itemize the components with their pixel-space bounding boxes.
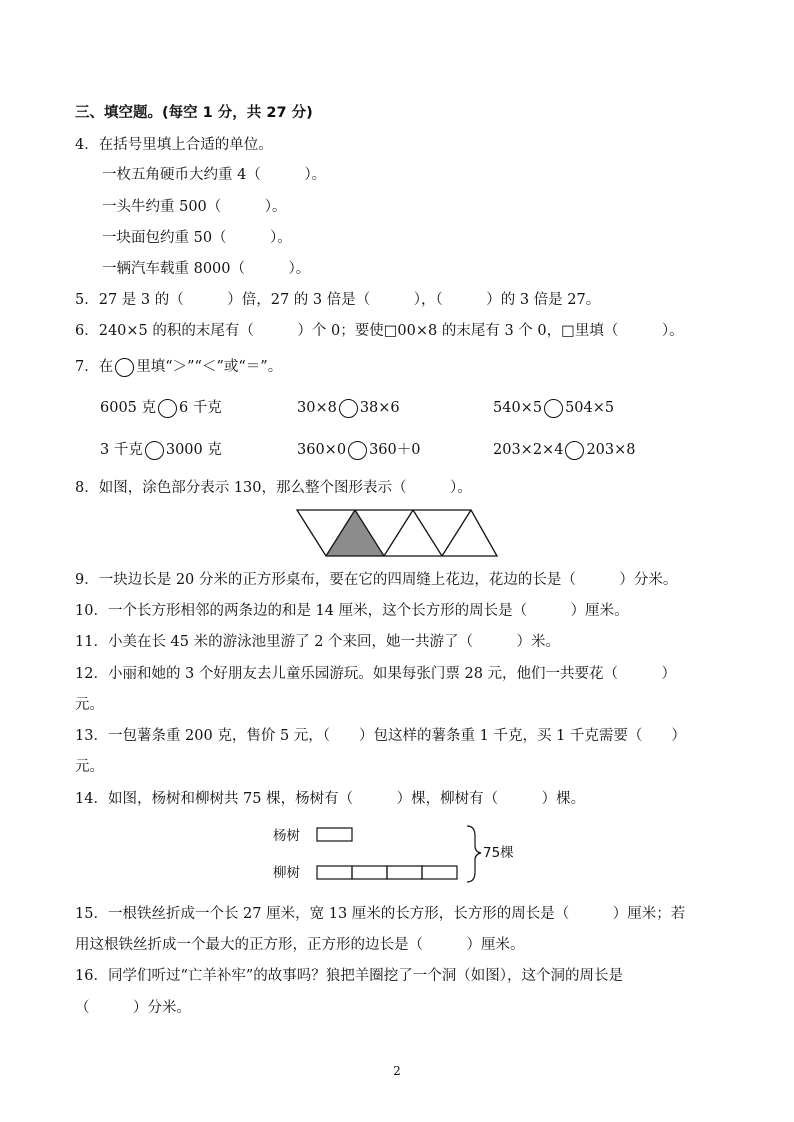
q15-line1: 15．一根铁丝折成一个长 27 厘米，宽 13 厘米的长方形，长方形的周长是（ ）厘米；若 (75, 906, 686, 922)
q7-pair-6-left: 203×2×4 (493, 442, 564, 458)
answer-circle[interactable] (145, 441, 164, 460)
q12-line1: 12．小丽和她的 3 个好朋友去儿童乐园游玩。如果每张门票 28 元，他们一共要花（ ） (75, 666, 677, 682)
q6-text: 6．240×5 的积的末尾有（ ）个 0；要使□00×8 的末尾有 3 个 0，□里填（ ）。 (75, 323, 684, 339)
q7-pair-4-right: 3000 克 (165, 442, 222, 458)
figure-edge (413, 510, 442, 556)
q7-stem (75, 356, 282, 378)
willow-bar-segment (387, 866, 422, 879)
q4-item-cow: 一头牛约重 500（ ）。 (102, 199, 287, 215)
willow-bar-segment (422, 866, 457, 879)
answer-circle[interactable] (339, 399, 358, 418)
q7-stem-pre: 7．在 (75, 359, 114, 375)
q12-line2: 元。 (75, 697, 104, 713)
figure-edge (384, 510, 413, 556)
q7-pair-1-right: 6 千克 (179, 400, 222, 416)
compare-circle-icon (115, 358, 134, 377)
poplar-bar (317, 828, 352, 841)
shaded-triangle (326, 510, 384, 556)
willow-bar-segment (317, 866, 352, 879)
figure-edge (442, 510, 471, 556)
section-title: 三、填空题。(每空 1 分，共 27 分) (75, 105, 313, 121)
q7-pair-1-left: 6005 克 (100, 400, 157, 416)
q7-pair-5-right: 360＋0 (369, 442, 421, 458)
tree-bar-diagram (315, 824, 495, 884)
answer-circle[interactable] (158, 399, 177, 418)
q16-line1: 16．同学们听过“亡羊补牢”的故事吗？狼把羊圈挖了一个洞（如图），这个洞的周长是 (75, 968, 624, 984)
q4-stem: 4．在括号里填上合适的单位。 (75, 137, 273, 153)
answer-circle[interactable] (348, 441, 367, 460)
q13-line2: 元。 (75, 759, 104, 775)
q8-text: 8．如图，涂色部分表示 130，那么整个图形表示（ ）。 (75, 480, 472, 496)
q4-item-truck: 一辆汽车载重 8000（ ）。 (102, 261, 311, 277)
total-label: 75棵 (483, 845, 514, 861)
q7-pair-3 (493, 397, 614, 419)
q7-pair-3-left: 540×5 (493, 400, 543, 416)
q16-line2: （ ）分米。 (75, 1000, 191, 1016)
q7-pair-3-right: 504×5 (565, 400, 615, 416)
q4-item-bread: 一块面包约重 50（ ）。 (102, 230, 292, 246)
willow-bar-segment (352, 866, 387, 879)
label-poplar: 杨树 (273, 828, 300, 844)
triangles-figure (296, 509, 496, 557)
q11-text: 11．小美在长 45 米的游泳池里游了 2 个来回，她一共游了（ ）米。 (75, 634, 561, 650)
q7-pair-4 (100, 439, 222, 461)
q7-pair-2 (297, 397, 400, 419)
q7-pair-2-left: 30×8 (297, 400, 337, 416)
q7-pair-5 (297, 439, 420, 461)
label-willow: 柳树 (273, 865, 300, 881)
q14-stem: 14．如图，杨树和柳树共 75 棵，杨树有（ ）棵，柳树有（ ）棵。 (75, 791, 586, 807)
q13-line1: 13．一包薯条重 200 克，售价 5 元，（ ）包这样的薯条重 1 千克，买 1 千克需要（ ） (75, 728, 686, 744)
q7-pair-6-right: 203×8 (586, 442, 636, 458)
page-number: 2 (393, 1064, 401, 1078)
answer-circle[interactable] (565, 441, 584, 460)
q4-item-coin: 一枚五角硬币大约重 4（ ）。 (102, 167, 327, 183)
q7-pair-2-right: 38×6 (359, 400, 400, 416)
q10-text: 10．一个长方形相邻的两条边的和是 14 厘米，这个长方形的周长是（ ）厘米。 (75, 603, 629, 619)
answer-circle[interactable] (544, 399, 563, 418)
right-brace-icon (467, 826, 481, 882)
q7-pair-5-left: 360×0 (297, 442, 347, 458)
q15-line2: 用这根铁丝折成一个最大的正方形，正方形的边长是（ ）厘米。 (75, 937, 525, 953)
q7-pair-6 (493, 439, 636, 461)
q7-stem-post: 里填“＞”“＜”或“＝”。 (136, 359, 283, 375)
q9-text: 9．一块边长是 20 分米的正方形桌布，要在它的四周缝上花边，花边的长是（ ）分米。 (75, 572, 678, 588)
q7-pair-1 (100, 397, 222, 419)
q5-text: 5．27 是 3 的（ ）倍，27 的 3 倍是（ ），（ ）的 3 倍是 27。 (75, 292, 601, 308)
q7-pair-4-left: 3 千克 (100, 442, 143, 458)
